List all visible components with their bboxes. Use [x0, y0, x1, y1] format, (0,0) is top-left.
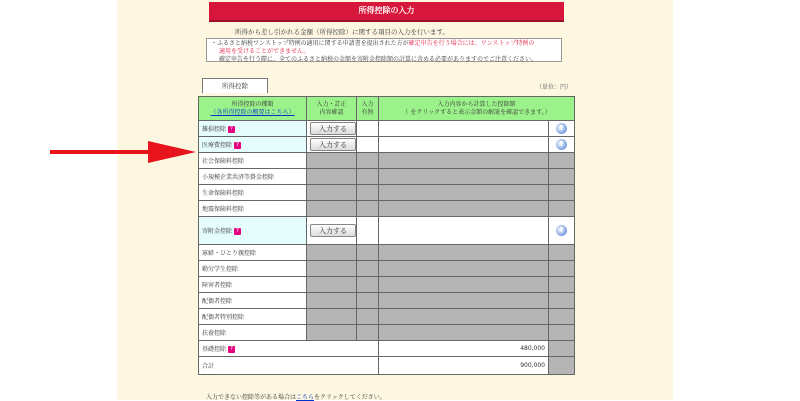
- question-icon[interactable]: ?: [234, 142, 241, 149]
- column-header-has-input: 入力 有無: [357, 97, 379, 121]
- row-label-shoukibo: 小規模企業共済等掛金控除: [199, 169, 307, 185]
- column-header-amount: 入力内容から計算した控除額 （ をクリックすると表示金額の解説を確認できます。）: [379, 97, 575, 121]
- row-label-shougai: 障害者控除: [199, 277, 307, 293]
- question-icon[interactable]: ?: [228, 346, 235, 353]
- footer-note: 入力できない控除等がある場合はこちらをクリックしてください。: [206, 394, 386, 401]
- question-icon[interactable]: ?: [228, 126, 235, 133]
- row-label-seimei: 生命保険料控除: [199, 185, 307, 201]
- table-row: [199, 309, 575, 325]
- table-row: [199, 261, 575, 277]
- page-title: 所得控除の入力: [209, 2, 564, 22]
- kiso-amount: 480,000: [379, 341, 549, 357]
- tab-income-deduction: 所得控除: [202, 78, 268, 93]
- table-row: [199, 121, 575, 137]
- table-row: [199, 153, 575, 169]
- table-row: [199, 137, 575, 153]
- notice-box: [206, 38, 562, 62]
- row-label-jishin: 地震保険料控除: [199, 201, 307, 217]
- notice-bullet: ・: [211, 40, 218, 47]
- notice-line1: ふるさと納税ワンストップ特例の適用に関する申請書を提出された方が: [217, 40, 409, 47]
- intro-text: 所得から差し引かれる金額（所得控除）に関する項目の入力を行います。: [235, 28, 449, 36]
- notice-line1-red: 確定申告を行う場合には、ワンストップ特例の: [408, 40, 535, 47]
- table-row: [199, 169, 575, 185]
- row-label-kafu: 寡婦・ひとり親控除: [199, 245, 307, 261]
- table-row: [199, 217, 575, 245]
- column-header-confirm: 入力・訂正 内容確認: [307, 97, 357, 121]
- help-icon[interactable]: ?: [556, 123, 567, 134]
- row-label-total: 合計: [199, 357, 379, 375]
- table-header: [199, 97, 575, 121]
- table-row: [199, 341, 575, 357]
- table-row: [199, 325, 575, 341]
- row-label-haigusha-tokubetsu: 配偶者特別控除: [199, 309, 307, 325]
- table-row: [199, 245, 575, 261]
- table-row: [199, 277, 575, 293]
- footer-link[interactable]: こちら: [296, 394, 315, 401]
- deduction-overview-link[interactable]: （各所得控除の概要はこちら）: [210, 108, 295, 116]
- zasson-input-button[interactable]: 入力する: [310, 122, 356, 135]
- table-row: [199, 293, 575, 309]
- question-icon[interactable]: ?: [234, 228, 241, 235]
- total-amount: 900,000: [379, 357, 549, 375]
- help-icon[interactable]: ?: [556, 225, 567, 236]
- deduction-table: [198, 96, 575, 375]
- notice-line2-red: 適用を受けることができません。: [219, 48, 310, 55]
- row-label-kinrou: 勤労学生控除: [199, 261, 307, 277]
- table-row: [199, 185, 575, 201]
- row-label-iryou: 医療費控除 ?: [199, 137, 307, 153]
- row-label-zasson: 雑損控除 ?: [199, 121, 307, 137]
- iryou-input-button[interactable]: 入力する: [310, 138, 356, 151]
- help-icon[interactable]: ?: [556, 139, 567, 150]
- column-header-type: 所得控除の種類 （各所得控除の概要はこちら）: [199, 97, 307, 121]
- unit-label: （単位：円）: [536, 84, 573, 91]
- row-label-shakai: 社会保険料控除: [199, 153, 307, 169]
- kifu-input-button[interactable]: 入力する: [310, 224, 356, 237]
- row-label-haigusha: 配偶者控除: [199, 293, 307, 309]
- row-label-kiso: 基礎控除 ?: [199, 341, 379, 357]
- table-row: [199, 357, 575, 375]
- row-label-fuyou: 扶養控除: [199, 325, 307, 341]
- notice-line3: 確定申告を行う際に、全てのふるさと納税の金額を寄附金控除額の計算に含める必要がありますのでご注意ください。: [219, 56, 538, 63]
- table-row: [199, 201, 575, 217]
- row-label-kifu: 寄附金控除 ?: [199, 217, 307, 245]
- red-arrow-pointer: [50, 139, 198, 165]
